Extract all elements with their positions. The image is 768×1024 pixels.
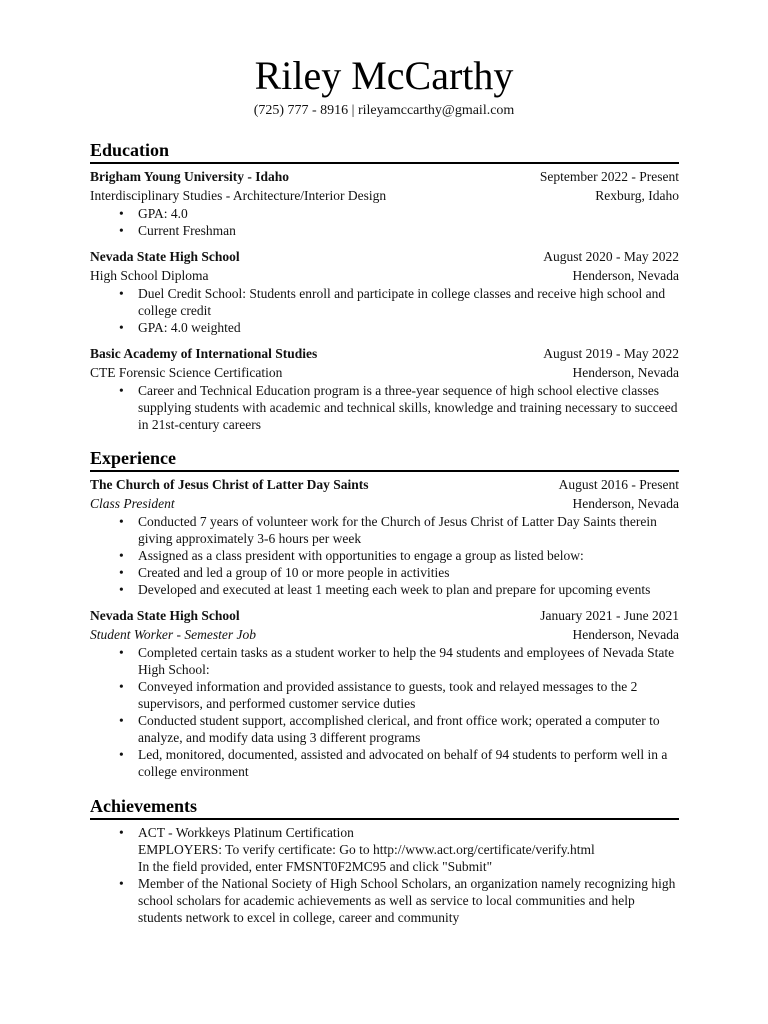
entry-organization: Basic Academy of International Studies <box>90 346 318 361</box>
entry-organization: Nevada State High School <box>90 608 240 623</box>
entry-role: High School Diploma <box>90 267 209 283</box>
bullet-item: • Career and Technical Education program is a three-year sequence of high school elective classes supplying students with academic and technical skills, knowledge and training necessary to succeed in 21st-century careers <box>90 382 679 433</box>
entry-location: Henderson, Nevada <box>572 626 679 642</box>
entry-location: Henderson, Nevada <box>572 364 679 380</box>
entry-dates: August 2019 - May 2022 <box>543 346 679 361</box>
achievement-line: In the field provided, enter FMSNT0F2MC95 and click "Submit" <box>138 859 493 874</box>
bullet-item: • GPA: 4.0 weighted <box>90 319 679 336</box>
entry-organization: The Church of Jesus Christ of Latter Day Saints <box>90 477 369 492</box>
entry-dates: August 2016 - Present <box>558 477 679 492</box>
bullet-item: • Led, monitored, documented, assisted and advocated on behalf of 94 students to perform well in a college environment <box>90 746 679 780</box>
bullet-list <box>90 824 679 926</box>
entry-role: CTE Forensic Science Certification <box>90 364 283 380</box>
section-divider <box>90 162 679 164</box>
education-entry <box>90 168 679 239</box>
entry-organization: Nevada State High School <box>90 249 240 264</box>
bullet-item: • Conducted student support, accomplished clerical, and front office work; operated a computer to analyze, and modify data using 3 different programs <box>90 712 679 746</box>
candidate-name: Riley McCarthy <box>254 53 514 98</box>
education-entry <box>90 345 679 433</box>
bullet-item: • Developed and executed at least 1 meeting each week to plan and prepare for upcoming events <box>90 581 679 598</box>
bullet-item-act-certification <box>90 824 679 875</box>
bullet-item: • Current Freshman <box>90 222 679 239</box>
section-divider <box>90 818 679 820</box>
achievement-line: EMPLOYERS: To verify certificate: Go to http://www.act.org/certificate/verify.html <box>138 842 595 857</box>
experience-entry <box>90 607 679 780</box>
bullet-item: • Duel Credit School: Students enroll and participate in college classes and receive high school and college credit <box>90 285 679 319</box>
bullet-item: • GPA: 4.0 <box>90 205 679 222</box>
bullet-item: • Completed certain tasks as a student worker to help the 94 students and employees of Nevada State High School: <box>90 644 679 678</box>
bullet-list <box>90 382 679 433</box>
bullet-list <box>90 205 679 239</box>
bullet-list <box>90 285 679 336</box>
bullet-item: • Assigned as a class president with opportunities to engage a group as listed below: <box>90 547 679 564</box>
education-section <box>90 139 679 433</box>
bullet-item: • Conducted 7 years of volunteer work for the Church of Jesus Christ of Latter Day Saints therein giving approximately 3-6 hours per week <box>90 513 679 547</box>
contact-info: (725) 777 - 8916 | rileyamccarthy@gmail.com <box>253 103 515 118</box>
entry-role: Class President <box>90 495 175 511</box>
bullet-item: • Conveyed information and provided assistance to guests, took and relayed messages to the 2 supervisors, and performed customer service duties <box>90 678 679 712</box>
section-divider <box>90 470 679 472</box>
experience-entry <box>90 476 679 598</box>
achievements-section <box>90 795 679 926</box>
bullet-item: • Member of the National Society of High School Scholars, an organization namely recognizing high school scholars for academic achievements as well as service to local communities and help students network to excel in college, career and community <box>90 875 679 926</box>
education-entry <box>90 248 679 336</box>
bullet-list <box>90 644 679 780</box>
entry-organization: Brigham Young University - Idaho <box>90 169 290 184</box>
entry-dates: September 2022 - Present <box>539 169 679 184</box>
entry-location: Henderson, Nevada <box>572 267 679 283</box>
section-title-experience: Experience <box>90 448 176 468</box>
entry-dates: January 2021 - June 2021 <box>540 608 679 623</box>
achievement-line: • ACT - Workkeys Platinum Certification <box>138 825 354 840</box>
entry-location: Henderson, Nevada <box>572 495 679 511</box>
bullet-list <box>90 513 679 598</box>
entry-role: Interdisciplinary Studies - Architecture/Interior Design <box>90 187 387 203</box>
section-title-education: Education <box>90 140 170 160</box>
entry-location: Rexburg, Idaho <box>595 187 679 203</box>
section-title-achievements: Achievements <box>90 796 197 816</box>
bullet-item: • Created and led a group of 10 or more people in activities <box>90 564 679 581</box>
entry-role: Student Worker - Semester Job <box>90 626 256 642</box>
experience-section <box>90 447 679 780</box>
entry-dates: August 2020 - May 2022 <box>543 249 679 264</box>
